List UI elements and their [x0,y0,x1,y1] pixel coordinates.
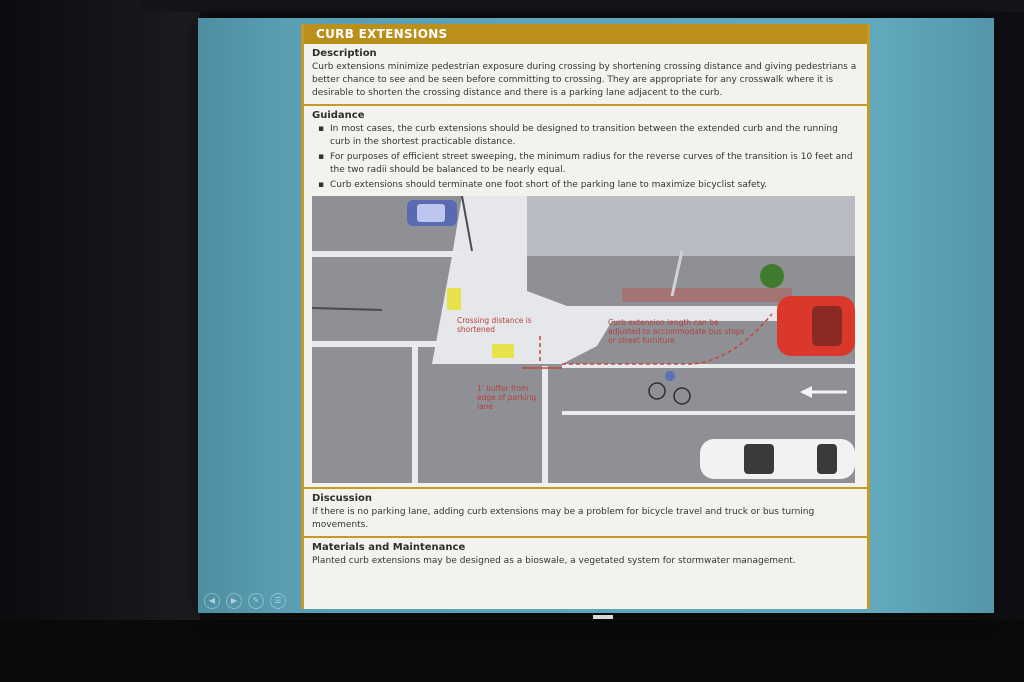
crosswalk-line [312,251,462,257]
room-background-bottom [0,620,1024,682]
description-section [304,44,867,106]
description-text: Curb extensions minimize pedestrian exposure during crossing by shortening crossing distance and giving pedestrians a better chance to see and be seen before committing to crossing. They are appropriate for any crosswalk where it is desirable to shorten the crossing distance and there is a parking lane adjacent to the curb. [312,62,857,98]
materials-section [304,538,867,572]
extension-label: Curb extension length can be adjusted to accommodate bus stops or street furniture [608,318,745,345]
cyclist [665,371,675,381]
discussion-text: If there is no parking lane, adding curb extensions may be a problem for bicycle travel and truck or bus turning movements. [312,507,815,530]
room-background-left [0,0,200,682]
crosswalk-line [412,346,418,483]
crosswalk-line [312,341,437,347]
tactile-pad [492,344,514,358]
guidance-item: ▪ Curb extensions should terminate one foot short of the parking lane to maximize bicyclist safety. [322,179,859,192]
prev-icon[interactable]: ◀ [204,593,220,609]
guidance-section [304,106,867,489]
room-background-top [140,0,1024,12]
crossing-label: Crossing distance is shortened [457,316,532,334]
guidance-item: ▪ For purposes of efficient street sweeping, the minimum radius for the reverse curves of the transition is 10 feet and the two radii should be balanced to be nearly equal. [322,151,859,177]
guidance-heading: Guidance [312,110,365,121]
materials-text: Planted curb extensions may be designed as a bioswale, a vegetated system for stormwater management. [312,556,796,566]
guidance-item: ▪ In most cases, the curb extensions should be designed to transition between the extended curb and the running curb in the shortest practicable distance. [322,123,859,149]
tactile-pad [447,288,461,310]
upper-block [522,196,855,256]
red-car-window [812,306,842,346]
white-car-window [744,444,774,474]
projector-screen [198,18,994,613]
slideshow-controls [204,593,286,609]
intersection-illustration [312,196,855,483]
screen-edge-mark [593,615,613,619]
lane-line [562,411,855,415]
materials-heading: Materials and Maintenance [312,542,466,553]
pen-icon[interactable]: ✎ [248,593,264,609]
tree [760,264,784,288]
next-icon[interactable]: ▶ [226,593,242,609]
blue-car-window [417,204,445,222]
menu-icon[interactable]: ☰ [270,593,286,609]
slide-title: CURB EXTENSIONS [304,24,867,44]
parking-band [622,288,792,302]
intersection-drawing [312,196,855,483]
buffer-label: 1' buffer from edge of parking lane [477,384,537,411]
discussion-heading: Discussion [312,493,373,504]
guidance-list [312,123,859,192]
slide [301,24,870,609]
description-heading: Description [312,48,377,59]
discussion-section [304,489,867,538]
white-car-rear-window [817,444,837,474]
